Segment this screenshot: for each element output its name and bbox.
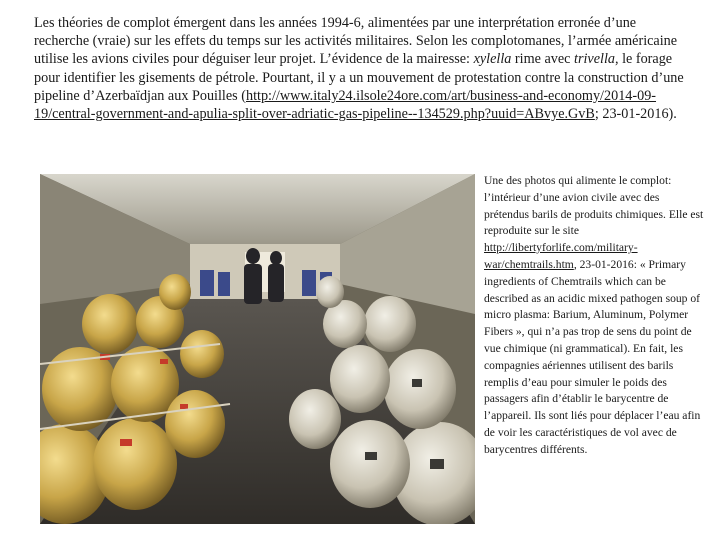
main-paragraph (34, 14, 694, 123)
xylella-word: xylella (473, 51, 512, 68)
sole24ore-link[interactable]: http://www.italy24.ilsole24ore.com/art/business-and-economy/2014-09-19/central-government-and-apulia-split-over-adriatic-gas-pipeline--134529.php?uuid=ABvye.GvB (34, 87, 657, 123)
photo-caption (484, 173, 706, 459)
paragraph-text-2: rime avec (511, 51, 574, 68)
paragraph-text-1: Les théories de complot émergent dans les années 1994-6, alimentées par une interprétation erronée d’une recherche (vraie) sur les effets du temps sur les activités militaires. Selon les complotomanes, l’armée américaine utilise les avions civiles pour déguiser leur projet. L’évidence de la mairesse: (34, 15, 678, 68)
aircraft-cabin-photo (40, 174, 475, 524)
caption-text-2: , 23-01-2016: « Primary ingredients of Chemtrails which can be described as an acidic mixed pathogen soup of micro plasma: Barium, Aluminum, Polymer Fibers », qui n’a pas trop de sens du point de vue chimique (ni grammatical). En fait, les compagnies aériennes utilisent des barils remplis d’eau pour simuler le poids des passagers afin d’établir le barycentre de l’appareil. Ils sont liés pour déplacer l’eau afin de voir les caractéristiques de vol avec de barycentres différents. (484, 257, 701, 456)
libertyforlife-link[interactable]: http://libertyforlife.com/military-war/chemtrails.htm (484, 241, 638, 271)
caption-text-1: Une des photos qui alimente le complot: l’intérieur d’une avion civile avec des prétendus barils de produits chimiques. Elle est reproduite sur le site (484, 174, 704, 238)
paragraph-text-3: , le forage pour identifier les gisements de pétrole. Pourtant, il y a un mouvement de protestation contre la construction d’une pipeline d’Azerbaïdjan aux Pouilles ( (34, 51, 684, 104)
trivella-word: trivella (574, 51, 615, 68)
paragraph-text-4: ; 23-01-2016). (594, 106, 677, 123)
